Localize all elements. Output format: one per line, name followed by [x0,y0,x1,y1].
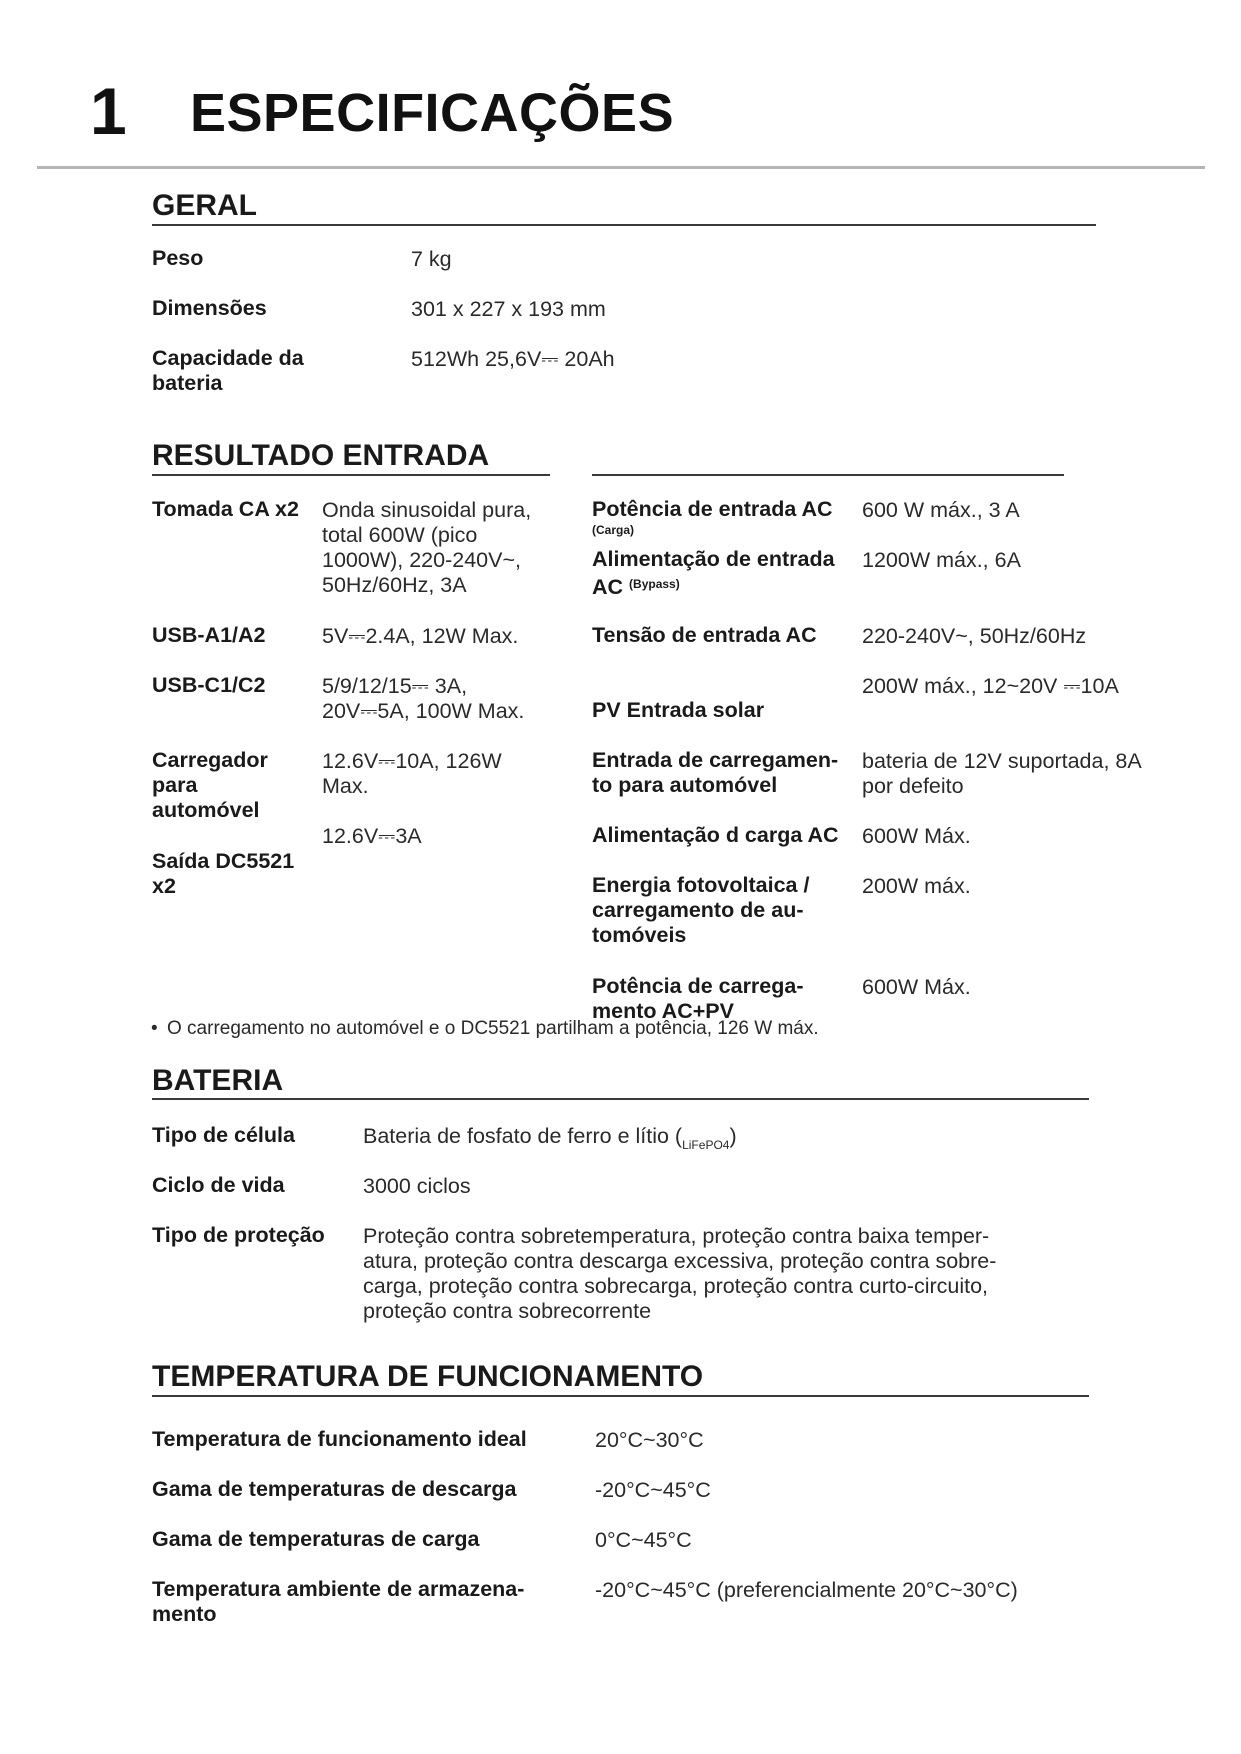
spec-label-temp-descarga: Gama de temperaturas de descarga [152,1477,517,1501]
spec-value-temp-armazenamento: -20°C~45°C (preferencialmente 20°C~30°C) [595,1578,1018,1602]
section-rule-left [152,474,550,476]
section-rule-bateria [152,1098,1089,1100]
spec-label-peso: Peso [152,246,204,270]
spec-value-temp-carga: 0°C~45°C [595,1528,692,1552]
spec-label-bypass: (Bypass) [629,577,680,591]
spec-label-alimentacao-entrada-ac [592,547,835,600]
spec-label-usb-a: USB-A1/A2 [152,623,266,647]
spec-label-capacidade: Capacidade da bateria [152,346,304,395]
section-rule-right [592,474,1064,476]
spec-value-tipo-celula [363,1124,737,1158]
spec-value-capacidade: 512Wh 25,6V⎓ 20Ah [411,347,615,371]
spec-label-potencia-entrada-ac: Potência de entrada AC [592,497,833,521]
spec-label-energia-fotovoltaica: Energia fotovoltaica / carregamento de au- tomóveis [592,873,810,947]
spec-label-carregador-automovel: Carregador para automóvel [152,748,268,822]
spec-value-entrada-carregamento-automovel: bateria de 12V suportada, 8A por defeito [862,749,1142,798]
spec-label-temp-ideal: Temperatura de funcionamento ideal [152,1427,527,1451]
spec-label-potencia-carregamento-ac-pv: Potência de carrega- mento AC+PV [592,974,804,1023]
spec-value-tomada-ca: Onda sinusoidal pura, total 600W (pico 1000W), 220-240V~, 50Hz/60Hz, 3A [322,498,532,597]
spec-label-tomada-ca: Tomada CA x2 [152,497,299,521]
spec-label-tipo-celula: Tipo de célula [152,1123,295,1147]
spec-value-saida-dc5521: 12.6V⎓3A [322,824,422,848]
spec-value-dimensoes: 301 x 227 x 193 mm [411,297,606,321]
spec-label-pv-entrada-solar: PV Entrada solar [592,698,765,722]
spec-value-tipo-celula-end: ) [729,1124,737,1148]
spec-label-temp-carga: Gama de temperaturas de carga [152,1527,480,1551]
spec-value-alimentacao-carga-ac: 600W Máx. [862,824,971,848]
section-title-geral: GERAL [152,189,257,222]
spec-label-entrada-carregamento-automovel: Entrada de carregamen- to para automóvel [592,748,839,797]
spec-value-alimentacao-entrada-ac: 1200W máx., 6A [862,548,1021,572]
spec-value-pv-entrada-solar: 200W máx., 12~20V ⎓10A [862,674,1119,698]
spec-sublabel-carga: (Carga) [592,523,635,537]
spec-value-peso: 7 kg [411,247,452,271]
section-title-bateria: BATERIA [152,1064,284,1097]
section-rule-temperatura [152,1395,1089,1397]
spec-value-ciclo-vida: 3000 ciclos [363,1174,471,1198]
spec-value-temp-ideal: 20°C~30°C [595,1428,704,1452]
spec-label-dimensoes: Dimensões [152,296,267,320]
spec-label-tipo-protecao: Tipo de proteção [152,1223,325,1247]
spec-value-carregador-automovel: 12.6V⎓10A, 126W Max. [322,749,502,798]
note-text: O carregamento no automóvel e o DC5521 partilham a potência, 126 W máx. [167,1018,819,1039]
chapter-divider [37,166,1205,169]
spec-value-usb-a: 5V⎓2.4A, 12W Max. [322,624,519,648]
spec-label-ciclo-vida: Ciclo de vida [152,1173,285,1197]
spec-value-lifepo4: LiFePO4 [682,1138,730,1152]
spec-label-temp-armazenamento: Temperatura ambiente de armazena- mento [152,1577,525,1626]
spec-label-usb-c: USB-C1/C2 [152,673,266,697]
note-bullet: • [151,1018,158,1039]
spec-value-tipo-celula-text: Bateria de fosfato de ferro e lítio ( [363,1124,683,1148]
spec-value-usb-c: 5/9/12/15⎓ 3A, 20V⎓5A, 100W Max. [322,674,525,723]
section-rule-geral [152,224,1096,226]
section-title-resultado-entrada: RESULTADO ENTRADA [152,439,490,472]
spec-value-temp-descarga: -20°C~45°C [595,1478,711,1502]
spec-label-alimentacao-line1: Alimentação de entrada [592,547,835,571]
spec-label-alimentacao-line2: AC [592,575,624,599]
spec-value-energia-fotovoltaica: 200W máx. [862,874,971,898]
section-title-temperatura: TEMPERATURA DE FUNCIONAMENTO [152,1360,704,1393]
spec-label-alimentacao-carga-ac: Alimentação d carga AC [592,823,839,847]
chapter-number: 1 [90,74,127,148]
chapter-title: ESPECIFICAÇÕES [190,83,675,143]
spec-label-saida-dc5521: Saída DC5521 x2 [152,849,295,898]
spec-value-tipo-protecao: Proteção contra sobretemperatura, proteção contra baixa temper- atura, proteção contra descarga excessiva, proteção contra sobre- carga, proteção contra sobrecarga, proteção contra curto-circuito, proteção contra sobrecorrente [363,1224,997,1323]
spec-value-tensao-entrada-ac: 220-240V~, 50Hz/60Hz [862,624,1087,648]
spec-label-tensao-entrada-ac: Tensão de entrada AC [592,623,817,647]
spec-value-potencia-entrada-ac: 600 W máx., 3 A [862,498,1020,522]
spec-value-potencia-carregamento-ac-pv: 600W Máx. [862,975,971,999]
